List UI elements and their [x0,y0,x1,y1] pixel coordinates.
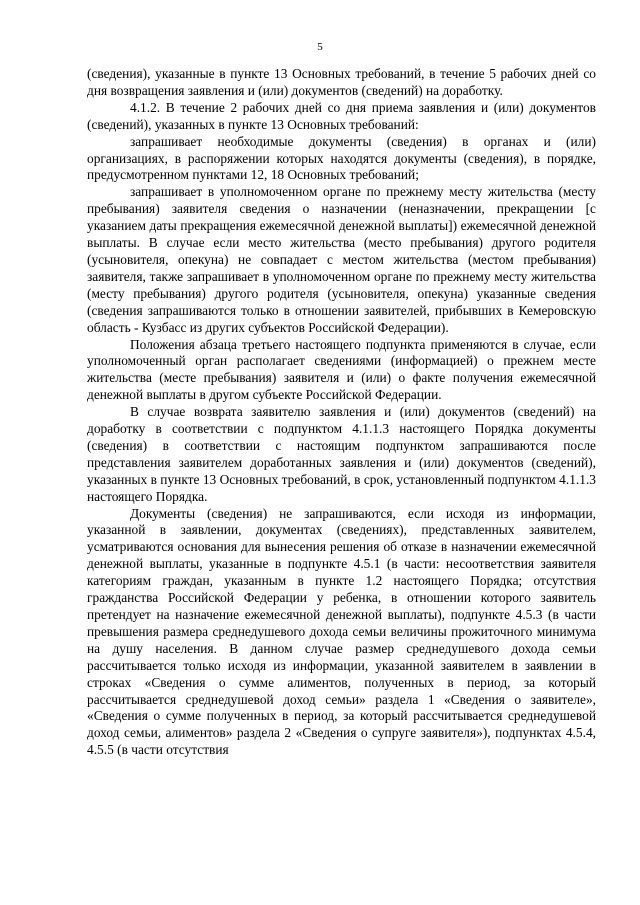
paragraph-return-for-revision: В случае возврата заявителю заявления и (или) документов (сведений) на доработку в соответствии с подпунктом 4.1.1.3 настоящего Порядка документы (сведения) в соответствии с настоящим подпунктом запрашиваются после представления заявителем доработанных заявления и (или) документов (сведений), указанных в пункте 13 Основных требований, в срок, установленный подпунктом 4.1.1.3 настоящего Порядка. [87,404,596,504]
paragraph-4-1-2: 4.1.2. В течение 2 рабочих дней со дня приема заявления и (или) документов (сведений), указанных в пункте 13 Основных требований: [87,99,596,132]
document-body [87,66,596,759]
paragraph-request-documents: запрашивает необходимые документы (сведения) в органах и (или) организациях, в распоряжении которых находятся документы (сведения), в порядке, предусмотренном пунктами 12, 18 Основных требований; [87,133,596,183]
paragraph-documents-not-requested: Документы (сведения) не запрашиваются, если исходя из информации, указанной в заявлении, документах (сведениях), представленных заявителем, усматриваются основания для вынесения решения об отказе в назначении ежемесячной денежной выплаты, указанные в подпункте 4.5.1 (в части: несоответствия заявителя категориям граждан, указанным в пункте 1.2 настоящего Порядка; отсутствия гражданства Российской Федерации у ребенка, в отношении которого заявитель претендует на назначение ежемесячной денежной выплаты), подпункте 4.5.3 (в части превышения размера среднедушевого дохода семьи величины прожиточного минимума на душу населения. В данном случае размер среднедушевого дохода семьи рассчитывается только исходя из информации, указанной заявителем в заявлении в строках «Сведения о сумме алиментов, полученных в период, за который рассчитывается среднедушевой доход семьи» раздела 1 «Сведения о заявителе», «Сведения о сумме полученных в период, за который рассчитывается среднедушевой доход семьи, алиментов» раздела 2 «Сведения о супруге заявителя»), подпунктах 4.5.4, 4.5.5 (в части отсутствия [87,505,596,758]
paragraph-request-previous-residence: запрашивает в уполномоченном органе по прежнему месту жительства (месту пребывания) заявителя сведения о назначении (неназначении, прекращении [с указанием даты прекращения ежемесячной денежной выплаты]) ежемесячной денежной выплаты. В случае если место жительства (место пребывания) другого родителя (усыновителя, опекуна) не совпадает с местом жительства (местом пребывания) заявителя, также запрашивает в уполномоченном органе по прежнему месту жительства (месту пребывания) другого родителя (усыновителя, опекуна) указанные сведения (сведения запрашиваются только в отношении заявителей, прибывших в Кемеровскую область - Кузбасс из других субъектов Российской Федерации). [87,184,596,335]
paragraph-provisions-applicability: Положения абзаца третьего настоящего подпункта применяются в случае, если уполномоченный орган располагает сведениями (информацией) о прежнем месте жительства (месте пребывания) заявителя и (или) о факте получения ежемесячной денежной выплаты в другом субъекте Российской Федерации. [87,336,596,403]
page-number: 5 [317,41,323,53]
paragraph-continuation: (сведения), указанные в пункте 13 Основных требований, в течение 5 рабочих дней со дня возвращения заявления и (или) документов (сведений) на доработку. [87,66,596,98]
